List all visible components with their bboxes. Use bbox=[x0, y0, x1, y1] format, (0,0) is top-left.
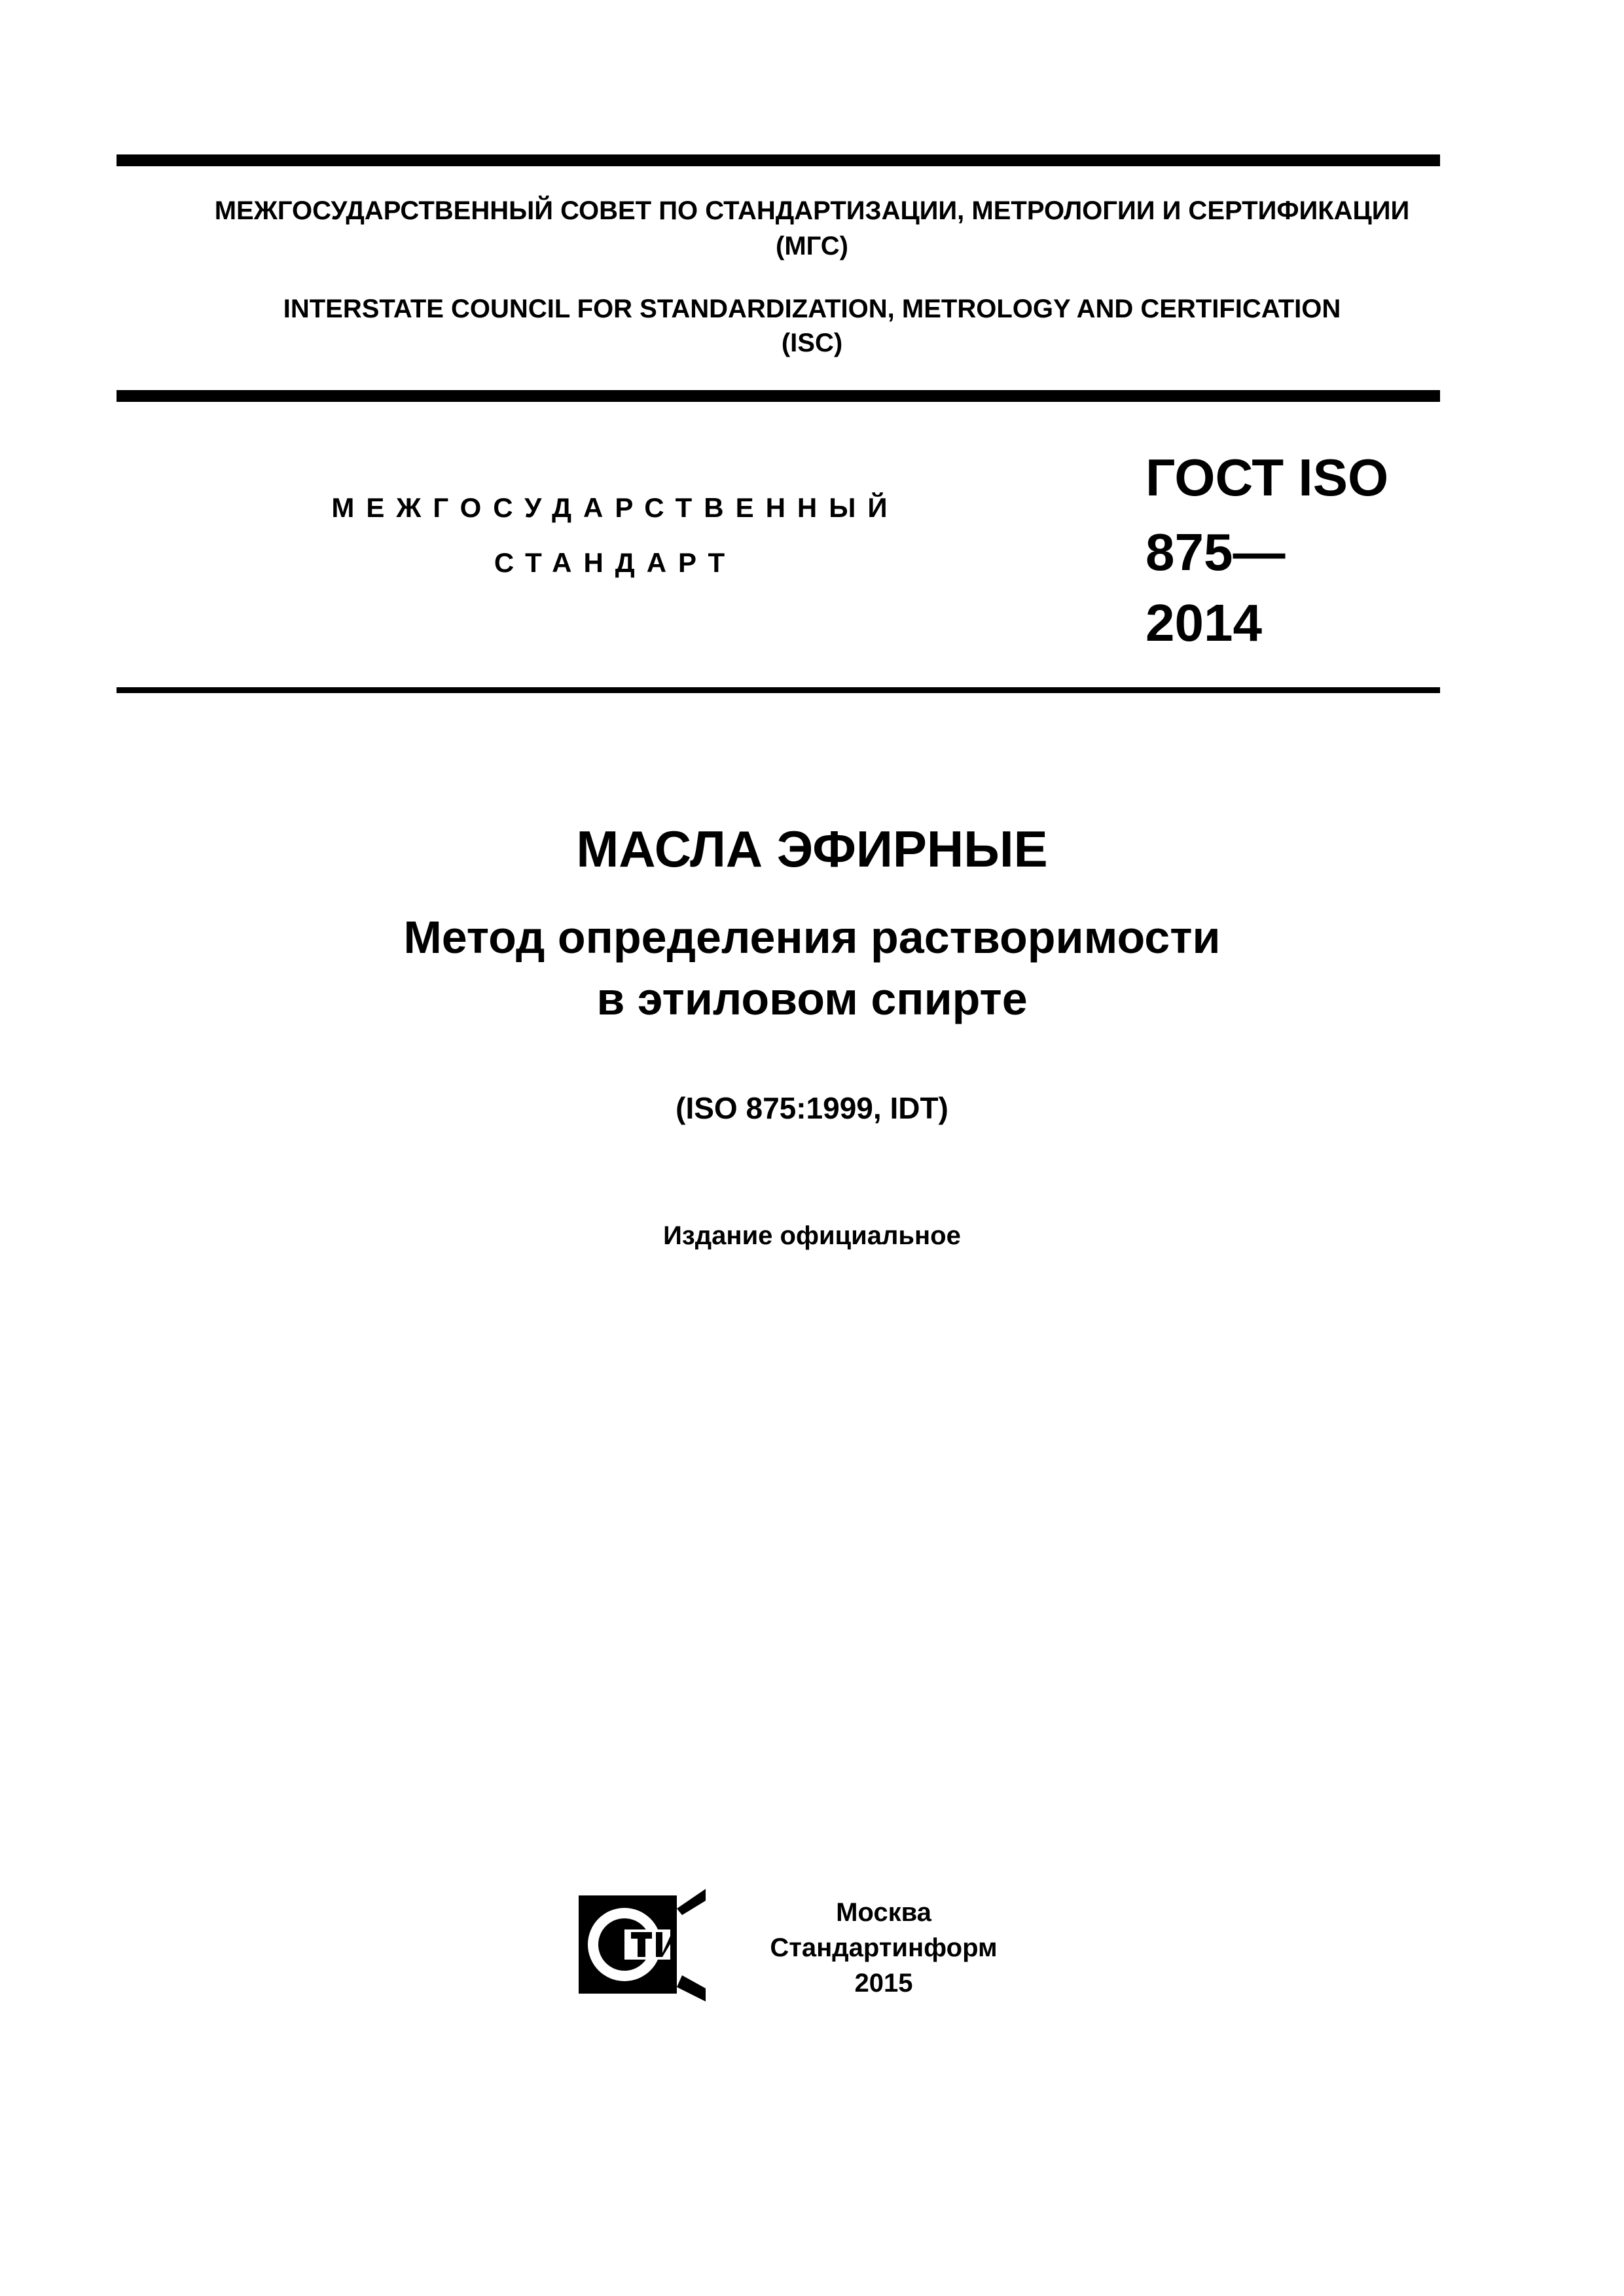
edition-note: Издание официальное bbox=[663, 1221, 961, 1250]
middle-rule bbox=[117, 390, 1440, 402]
document-subtitle-line2: в этиловом спирте bbox=[596, 973, 1028, 1024]
standard-number-line3: 2014 bbox=[1146, 594, 1262, 652]
publisher-city: Москва bbox=[836, 1898, 931, 1927]
publication-year: 2015 bbox=[854, 1969, 913, 1998]
top-rule bbox=[117, 154, 1440, 166]
standard-number-line1: ГОСТ ISO bbox=[1146, 448, 1389, 507]
standard-type-line2: СТАНДАРТ bbox=[494, 547, 737, 578]
council-name-en: INTERSTATE COUNCIL FOR STANDARDIZATION, METROLOGY AND CERTIFICATION bbox=[283, 295, 1341, 323]
council-abbr-ru: (МГС) bbox=[776, 232, 848, 260]
document-title: МАСЛА ЭФИРНЫЕ bbox=[576, 820, 1048, 878]
standard-type-line1: МЕЖГОСУДАРСТВЕННЫЙ bbox=[331, 492, 899, 523]
council-abbr-en: (ISC) bbox=[781, 329, 843, 357]
council-name-ru: МЕЖГОСУДАРСТВЕННЫЙ СОВЕТ ПО СТАНДАРТИЗАЦИИ, МЕТРОЛОГИИ И СЕРТИФИКАЦИИ bbox=[214, 196, 1410, 225]
standard-number-line2: 875— bbox=[1146, 523, 1286, 581]
publisher-name: Стандартинформ bbox=[770, 1933, 998, 1962]
iso-reference: (ISO 875:1999, IDT) bbox=[676, 1091, 948, 1125]
stinform-logo-icon bbox=[579, 1889, 706, 2001]
document-subtitle-line1: Метод определения растворимости bbox=[403, 912, 1221, 963]
lower-rule bbox=[117, 687, 1440, 693]
